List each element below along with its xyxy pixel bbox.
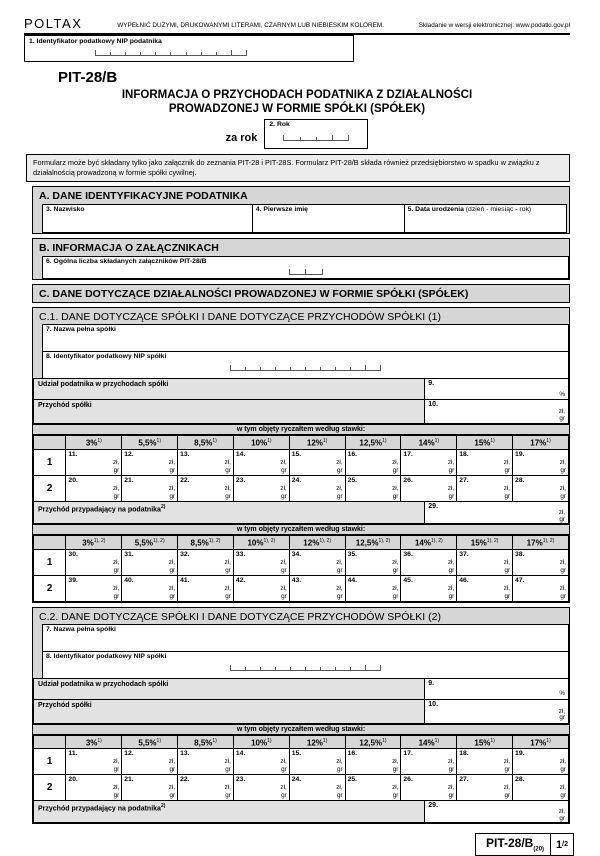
rate-header-5_5pct: 5,5%$^{1)}$ bbox=[122, 735, 178, 749]
footer-form-code: PIT-$28/B_{(20)}$ bbox=[476, 834, 551, 854]
rate-header-8_5pct: 8,5%$^{1)}$ bbox=[178, 735, 234, 749]
field-nip-podatnika[interactable] bbox=[24, 35, 354, 62]
field-data-urodzenia-label bbox=[408, 206, 563, 213]
rate-header-17pct: 17%$^{1)}$ bbox=[513, 735, 569, 749]
c2-t1-amount-cell-22[interactable]: 22. zł, gr bbox=[178, 775, 234, 801]
c1-t2-amount-cell-41[interactable]: 41. zł, gr bbox=[178, 575, 234, 601]
c1-t1-rates-table bbox=[33, 435, 569, 502]
c1-field-9[interactable] bbox=[424, 378, 569, 400]
c2-nip-spolki-label: 8. Identyfikator podatkowy NIP spółki bbox=[46, 652, 167, 660]
c2-field-9[interactable] bbox=[424, 678, 569, 700]
c2-share-label: Udział podatnika w przychodach spółki bbox=[33, 678, 425, 700]
c1-field-10[interactable] bbox=[424, 399, 569, 424]
section-c1-title: C.1. DANE DOTYCZĄCE SPÓŁKI I DANE DOTYCZĄCE PRZYCHODÓW SPÓŁKI (1) bbox=[33, 308, 569, 325]
row-label-2: 2 bbox=[34, 575, 66, 601]
field-rok-label: 2. Rok bbox=[269, 121, 290, 129]
c1-t1-amount-cell-25[interactable]: 25. zł, gr bbox=[345, 476, 401, 502]
c1-nazwa-spolki-label: 7. Nazwa pełna spółki bbox=[46, 326, 116, 334]
rate-header-17pct: 17%$^{1)}$ bbox=[513, 436, 569, 450]
c2-t1-amount-cell-17[interactable]: 17. zł, gr bbox=[401, 749, 457, 775]
c2-field-9-number: 9. bbox=[428, 679, 435, 687]
c2-t1-amount-cell-14[interactable]: 14. zł, gr bbox=[233, 749, 289, 775]
section-b-body bbox=[33, 256, 569, 279]
c2-t1-amount-cell-15[interactable]: 15. zł, gr bbox=[289, 749, 345, 775]
row-label-2: 2 bbox=[34, 476, 66, 502]
c2-field-10-number: 10. bbox=[428, 700, 439, 708]
c2-revenue-row bbox=[33, 699, 569, 724]
c1-t2-amount-cell-37[interactable]: 37. zł, gr bbox=[457, 549, 513, 575]
c1-t2-amount-cell-42[interactable]: 42. zł, gr bbox=[233, 575, 289, 601]
fill-instruction: WYPEŁNIĆ DUŻYMI, DRUKOWANYMI LITERAMI, CZARNYM LUB NIEBIESKIM KOLOREM. bbox=[117, 22, 384, 29]
rate-header-8_5pct: 8,5%$^{1)}$ bbox=[178, 436, 234, 450]
field-nazwisko[interactable] bbox=[42, 204, 253, 233]
section-a-title: A. DANE IDENTYFIKACYJNE PODATNIKA bbox=[33, 187, 569, 204]
c1-t1-amount-cell-13[interactable]: 13. zł, gr bbox=[178, 450, 234, 476]
rate-header-3pct: 3%$^{1), 2)}$ bbox=[66, 536, 122, 550]
c1-t2-amount-cell-46[interactable]: 46. zł, gr bbox=[457, 575, 513, 601]
rate-header-14pct: 14%$^{1)}$ bbox=[401, 436, 457, 450]
c2-t1-amount-cell-28[interactable]: 28. zł, gr bbox=[513, 775, 569, 801]
c2-t1-amount-cell-27[interactable]: 27. zł, gr bbox=[457, 775, 513, 801]
c2-t1-amount-cell-24[interactable]: 24. zł, gr bbox=[289, 775, 345, 801]
c1-t1-amount-cell-21[interactable]: 21. zł, gr bbox=[122, 476, 178, 502]
rate-header-3pct: 3%$^{1)}$ bbox=[66, 436, 122, 450]
field-pierwsze-imie[interactable] bbox=[252, 204, 405, 233]
c1-field-9-unit: % bbox=[559, 390, 565, 398]
nip-input-ruler[interactable] bbox=[95, 50, 247, 56]
c1-t1-amount-cell-22[interactable]: 22. zł, gr bbox=[178, 476, 234, 502]
c1-nip-spolki-ruler[interactable] bbox=[230, 365, 382, 371]
c1-t2-amount-cell-36[interactable]: 36. zł, gr bbox=[401, 549, 457, 575]
poltax-logo: POLTAX bbox=[24, 16, 83, 31]
c2-t1-amount-cell-26[interactable]: 26. zł, gr bbox=[401, 775, 457, 801]
c1-field-10-units: zł, gr bbox=[558, 408, 565, 422]
c1-field-nip-spolki[interactable] bbox=[42, 351, 569, 379]
rate-header-12_5pct: 12,5%$^{1), 2)}$ bbox=[345, 536, 401, 550]
c1-t1-amount-cell-15[interactable]: 15. zł, gr bbox=[289, 450, 345, 476]
rate-header-10pct: 10%$^{1)}$ bbox=[233, 436, 289, 450]
attachments-count-ruler[interactable] bbox=[289, 269, 323, 275]
corner-cell bbox=[34, 536, 66, 550]
field-imie-label: 4. Pierwsze imię bbox=[255, 206, 308, 214]
section-c-title: C. DANE DOTYCZĄCE DZIAŁALNOŚCI PROWADZONEJ W FORMIE SPÓŁKI (SPÓŁEK) bbox=[33, 285, 569, 302]
c2-t1-amount-cell-21[interactable]: 21. zł, gr bbox=[122, 775, 178, 801]
section-c1 bbox=[32, 307, 570, 602]
c1-revenue-row bbox=[33, 399, 569, 424]
c2-t1-amount-cell-19[interactable]: 19. zł, gr bbox=[513, 749, 569, 775]
c1-t2-amount-cell-32[interactable]: 32. zł, gr bbox=[178, 549, 234, 575]
corner-cell bbox=[34, 436, 66, 450]
c1-t2-amount-cell-33[interactable]: 33. zł, gr bbox=[233, 549, 289, 575]
section-c2-title: C.2. DANE DOTYCZĄCE SPÓŁKI I DANE DOTYCZĄCE PRZYCHODÓW SPÓŁKI (2) bbox=[33, 608, 569, 625]
rate-header-12pct: 12%$^{1)}$ bbox=[289, 436, 345, 450]
c2-field-nazwa-spolki[interactable] bbox=[42, 624, 569, 652]
rate-header-3pct: 3%$^{1)}$ bbox=[66, 735, 122, 749]
row-label-1: 1 bbox=[34, 549, 66, 575]
c2-t1-amount-cell-12[interactable]: 12. zł, gr bbox=[122, 749, 178, 775]
year-row bbox=[24, 119, 570, 149]
c1-t1-amount-cell-16[interactable]: 16. zł, gr bbox=[345, 450, 401, 476]
section-c2 bbox=[32, 607, 570, 825]
c1-t2-amount-cell-47[interactable]: 47. zł, gr bbox=[513, 575, 569, 601]
c1-t2-amount-cell-45[interactable]: 45. zł, gr bbox=[401, 575, 457, 601]
c1-t2-amount-cell-40[interactable]: 40. zł, gr bbox=[122, 575, 178, 601]
c1-field-29[interactable] bbox=[424, 501, 569, 524]
field-nazwisko-label: 3. Nazwisko bbox=[46, 206, 85, 214]
c1-nip-spolki-label: 8. Identyfikator podatkowy NIP spółki bbox=[46, 353, 167, 361]
c1-t2-amount-cell-38[interactable]: 38. zł, gr bbox=[513, 549, 569, 575]
c1-t1-amount-cell-20[interactable]: 20. zł, gr bbox=[66, 476, 122, 502]
c2-share-row bbox=[33, 678, 569, 700]
c1-taxpayer-revenue-row bbox=[33, 501, 569, 524]
footer-page-indicator: 1 /2 bbox=[556, 838, 568, 851]
row-label-2: 2 bbox=[34, 775, 66, 801]
c1-taxpayer-revenue-label: Przychód przypadający na podatnika$^{2)}$ bbox=[33, 501, 425, 524]
c2-t1-amount-cell-11[interactable]: 11. zł, gr bbox=[66, 749, 122, 775]
field-data-urodzenia[interactable] bbox=[404, 204, 567, 233]
c1-t1-amount-cell-17[interactable]: 17. zł, gr bbox=[401, 450, 457, 476]
rate-header-8_5pct: 8,5%$^{1), 2)}$ bbox=[178, 536, 234, 550]
form-code: PIT-28/B bbox=[58, 69, 118, 86]
c1-t2-amount-cell-30[interactable]: 30. zł, gr bbox=[66, 549, 122, 575]
row-label-1: 1 bbox=[34, 749, 66, 775]
c1-t2-amount-cell-43[interactable]: 43. zł, gr bbox=[289, 575, 345, 601]
section-c2-fields bbox=[33, 624, 569, 679]
c2-nip-spolki-ruler[interactable] bbox=[230, 665, 382, 671]
c1-t1-amount-cell-18[interactable]: 18. zł, gr bbox=[457, 450, 513, 476]
form-title-line1: INFORMACJA O PRZYCHODACH PODATNIKA Z DZIAŁALNOŚCI bbox=[121, 89, 473, 101]
rate-header-15pct: 15%$^{1)}$ bbox=[457, 436, 513, 450]
form-title bbox=[24, 88, 570, 116]
section-b bbox=[32, 238, 570, 280]
c2-field-10-units: zł, gr bbox=[558, 707, 565, 722]
c1-t1-amount-cell-14[interactable]: 14. zł, gr bbox=[233, 450, 289, 476]
rate-header-5_5pct: 5,5%$^{1), 2)}$ bbox=[122, 536, 178, 550]
field-rok[interactable] bbox=[264, 119, 368, 149]
c2-t1-amount-cell-23[interactable]: 23. zł, gr bbox=[233, 775, 289, 801]
c1-field-9-number: 9. bbox=[428, 380, 435, 388]
c2-field-9-unit: % bbox=[559, 690, 565, 698]
rate-header-17pct: 17%$^{1), 2)}$ bbox=[513, 536, 569, 550]
c1-field-10-number: 10. bbox=[428, 401, 439, 409]
rate-header-15pct: 15%$^{1), 2)}$ bbox=[457, 536, 513, 550]
c1-t1-amount-cell-28[interactable]: 28. zł, gr bbox=[513, 476, 569, 502]
efiling-note: Składanie w wersji elektronicznej: www.podatki.gov.pl bbox=[418, 22, 570, 29]
c2-field-29-number: 29. bbox=[428, 802, 439, 810]
rate-header-10pct: 10%$^{1)}$ bbox=[233, 735, 289, 749]
c1-t2-amount-cell-44[interactable]: 44. zł, gr bbox=[345, 575, 401, 601]
field-liczba-zalacznikow[interactable] bbox=[42, 256, 569, 279]
za-rok-label: za rok bbox=[225, 132, 258, 145]
section-a-fields bbox=[33, 204, 569, 233]
top-header-bar bbox=[24, 16, 570, 35]
c1-share-row bbox=[33, 378, 569, 400]
c1-t1-amount-cell-23[interactable]: 23. zł, gr bbox=[233, 476, 289, 502]
field-liczba-zalacznikow-label: 6. Ogólna liczba składanych załączników PIT-28/B bbox=[46, 258, 207, 266]
c1-share-label: Udział podatnika w przychodach spółki bbox=[33, 378, 425, 400]
c2-revenue-label: Przychód spółki bbox=[33, 699, 425, 724]
rate-header-15pct: 15%$^{1)}$ bbox=[457, 735, 513, 749]
c1-field-29-number: 29. bbox=[428, 503, 439, 511]
rate-header-12pct: 12%$^{1)}$ bbox=[289, 735, 345, 749]
c1-t2-rates-table bbox=[33, 535, 569, 602]
c1-t2-amount-cell-35[interactable]: 35. zł, gr bbox=[345, 549, 401, 575]
c1-revenue-label: Przychód spółki bbox=[33, 399, 425, 424]
rate-header-10pct: 10%$^{1), 2)}$ bbox=[233, 536, 289, 550]
rate-header-12_5pct: 12,5%$^{1)}$ bbox=[345, 735, 401, 749]
c1-field-nazwa-spolki[interactable] bbox=[42, 324, 569, 352]
c1-t1-amount-cell-27[interactable]: 27. zł, gr bbox=[457, 476, 513, 502]
c1-strip-2: w tym objęty ryczałtem według stawki: bbox=[33, 524, 569, 535]
c2-t1-rates-table bbox=[33, 735, 569, 802]
field-data-urodzenia-label-suffix: (dzień - miesiąc - rok) bbox=[465, 206, 532, 214]
c2-t1-amount-cell-13[interactable]: 13. zł, gr bbox=[178, 749, 234, 775]
footer-box bbox=[475, 833, 574, 855]
c2-field-nip-spolki[interactable] bbox=[42, 651, 569, 679]
year-input-ruler[interactable] bbox=[283, 135, 349, 141]
row-label-1: 1 bbox=[34, 450, 66, 476]
c2-field-29-units: zł, gr bbox=[558, 808, 565, 822]
c1-field-29-units: zł, gr bbox=[558, 509, 565, 523]
c2-field-10[interactable] bbox=[424, 699, 569, 724]
c1-t1-amount-cell-26[interactable]: 26. zł, gr bbox=[401, 476, 457, 502]
c1-t1-amount-cell-12[interactable]: 12. zł, gr bbox=[122, 450, 178, 476]
c1-t1-amount-cell-19[interactable]: 19. zł, gr bbox=[513, 450, 569, 476]
c1-t2-amount-cell-34[interactable]: 34. zł, gr bbox=[289, 549, 345, 575]
c2-strip-1: w tym objęty ryczałtem według stawki: bbox=[33, 724, 569, 735]
c2-t1-amount-cell-25[interactable]: 25. zł, gr bbox=[345, 775, 401, 801]
section-c bbox=[32, 284, 570, 303]
c2-t1-amount-cell-16[interactable]: 16. zł, gr bbox=[345, 749, 401, 775]
field-data-urodzenia-label-main: 5. Data urodzenia bbox=[407, 206, 464, 214]
rate-header-14pct: 14%$^{1), 2)}$ bbox=[401, 536, 457, 550]
section-c1-fields bbox=[33, 324, 569, 379]
c2-nazwa-spolki-label: 7. Nazwa pełna spółki bbox=[46, 625, 116, 633]
section-a bbox=[32, 186, 570, 234]
rate-header-12_5pct: 12,5%$^{1)}$ bbox=[345, 436, 401, 450]
c1-t2-amount-cell-39[interactable]: 39. zł, gr bbox=[66, 575, 122, 601]
c2-field-29[interactable] bbox=[424, 800, 569, 823]
c2-taxpayer-revenue-row bbox=[33, 800, 569, 823]
c2-taxpayer-revenue-label: Przychód przypadający na podatnika$^{2)}$ bbox=[33, 800, 425, 823]
c1-t1-amount-cell-11[interactable]: 11. zł, gr bbox=[66, 450, 122, 476]
page-footer bbox=[24, 833, 574, 855]
c2-t1-amount-cell-20[interactable]: 20. zł, gr bbox=[66, 775, 122, 801]
c1-t1-amount-cell-24[interactable]: 24. zł, gr bbox=[289, 476, 345, 502]
section-b-title: B. INFORMACJA O ZAŁĄCZNIKACH bbox=[33, 239, 569, 256]
c1-t2-amount-cell-31[interactable]: 31. zł, gr bbox=[122, 549, 178, 575]
rate-header-5_5pct: 5,5%$^{1)}$ bbox=[122, 436, 178, 450]
rate-header-12pct: 12%$^{1), 2)}$ bbox=[289, 536, 345, 550]
form-title-line2: PROWADZONEJ W FORMIE SPÓŁKI (SPÓŁEK) bbox=[168, 103, 426, 116]
rate-header-14pct: 14%$^{1)}$ bbox=[401, 735, 457, 749]
corner-cell bbox=[34, 735, 66, 749]
c2-t1-amount-cell-18[interactable]: 18. zł, gr bbox=[457, 749, 513, 775]
form-note: Formularz może być składany tylko jako załącznik do zeznania PIT-28 i PIT-28S. Formularz PIT-28/B składa również przedsiębiorstwo w spadku w związku z działalnością prowadzoną w formie spółki cywilnej. bbox=[26, 154, 570, 182]
c1-strip-1: w tym objęty ryczałtem według stawki: bbox=[33, 424, 569, 435]
field-nip-label: 1. Identyfikator podatkowy NIP podatnika bbox=[29, 38, 162, 45]
